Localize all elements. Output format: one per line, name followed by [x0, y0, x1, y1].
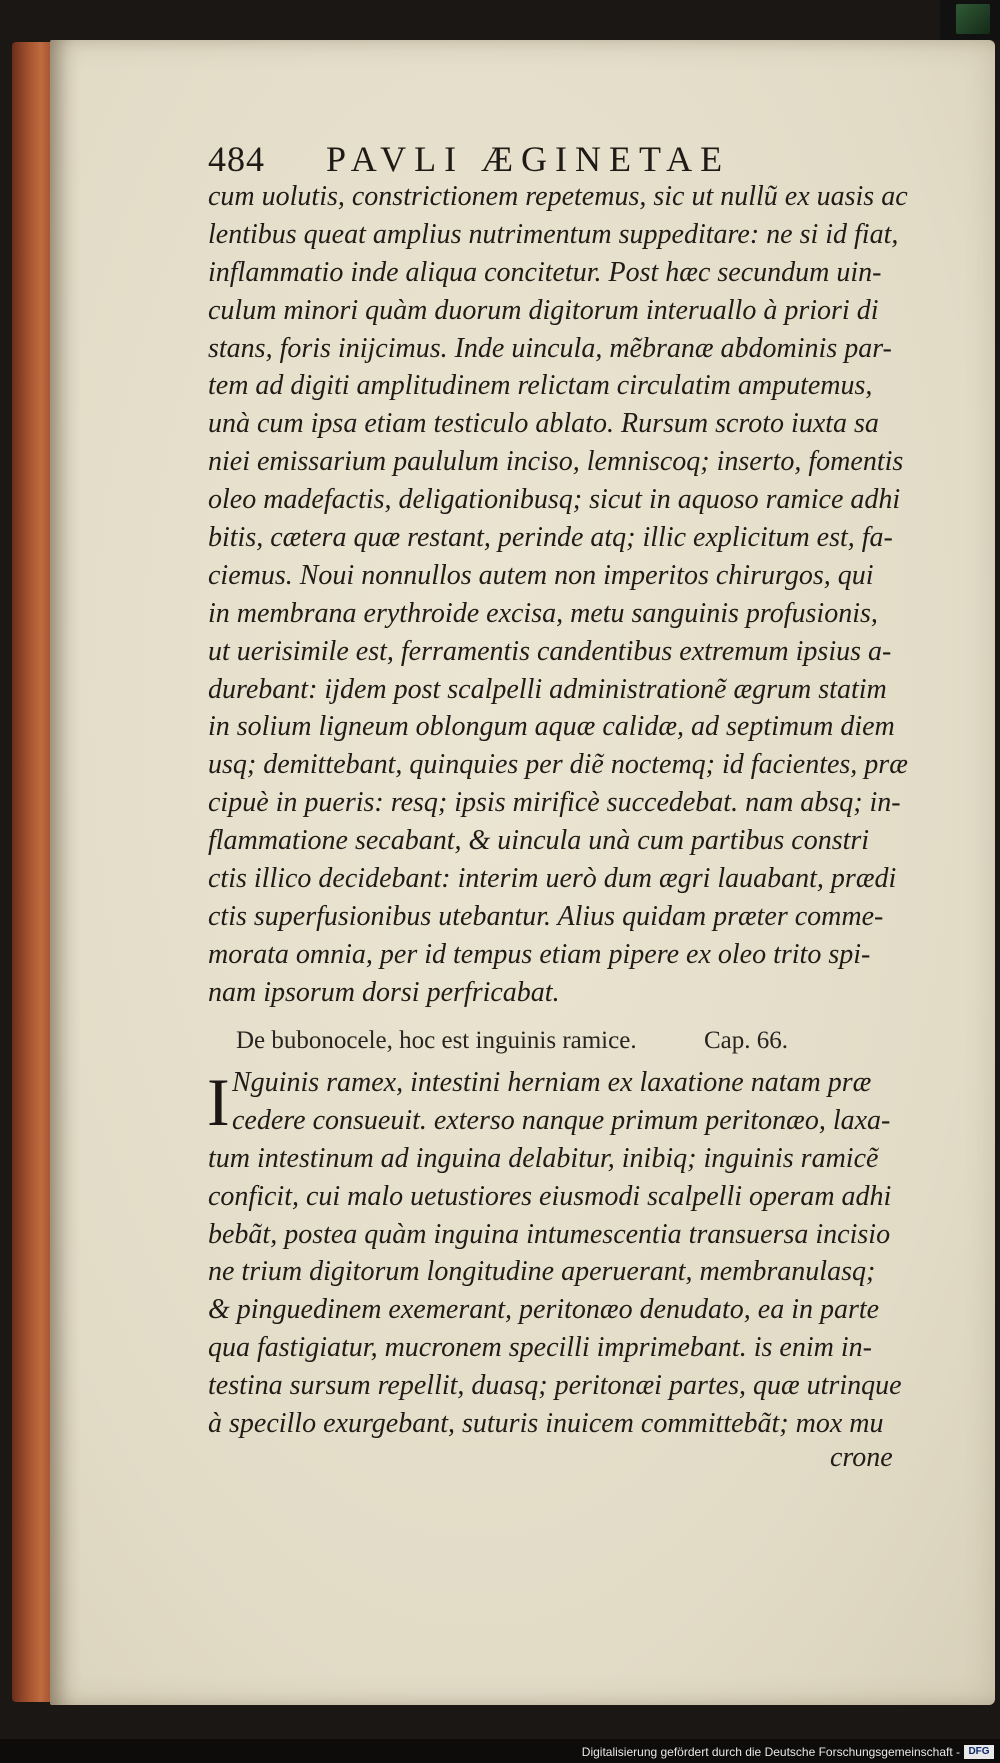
text-line: inflammatio inde aliqua concitetur. Post hæc secundum uin-: [208, 256, 882, 288]
text-line: bebãt, postea quàm inguina intumescentia transuersa incisio: [208, 1218, 891, 1250]
text-line: culum minori quàm duorum digitorum interuallo à priori di: [208, 294, 879, 326]
text-line: in solium ligneum oblongum aquæ calidæ, ad septimum diem: [208, 711, 895, 743]
text-line: ctis superfusionibus utebantur. Alius quidam præter comme-: [208, 900, 884, 932]
text-line: lentibus queat amplius nutrimentum suppeditare: ne si id fiat,: [208, 218, 899, 250]
funding-credit: Digitalisierung gefördert durch die Deutsche Forschungsgemeinschaft -: [581, 1745, 960, 1759]
text-line: Nguinis ramex, intestini herniam ex laxatione natam præ: [232, 1067, 872, 1098]
text-line: tem ad digiti amplitudinem relictam circulatim amputemus,: [208, 370, 873, 402]
text-line: ciemus. Noui nonnullos autem non imperitos chirurgos, qui: [208, 559, 874, 591]
text-line: stans, foris inijcimus. Inde uincula, mẽbranæ abdominis par-: [208, 332, 892, 364]
text-line: nam ipsorum dorsi perfricabat.: [208, 976, 560, 1008]
color-calibration-chip: [956, 4, 990, 34]
text-line: flammatione secabant, & uincula unà cum partibus constri: [208, 825, 870, 857]
text-line: ut uerisimile est, ferramentis candentibus extremum ipsius a-: [208, 635, 892, 667]
text-line: morata omnia, per id tempus etiam pipere ex oleo trito spi-: [208, 938, 871, 970]
text-line: cipuè in pueris: resq; ipsis mirificè succedebat. nam absq; in-: [208, 787, 901, 819]
body-text: [208, 178, 918, 1012]
catchword: crone: [830, 1442, 893, 1473]
text-line: cum uolutis, constrictionem repetemus, sic ut nullũ ex uasis ac: [208, 181, 908, 212]
text-line: unà cum ipsa etiam testiculo ablato. Rursum scroto iuxta sa: [208, 408, 879, 440]
text-line: testina sursum repellit, duasq; peritonæi partes, quæ utrinque: [208, 1370, 902, 1402]
dfg-logo: DFG: [964, 1745, 994, 1759]
text-line: à specillo exurgebant, suturis inuicem committebãt; mox mu: [208, 1408, 884, 1440]
text-line: niei emissarium paululum inciso, lemniscoq; inserto, fomentis: [208, 446, 904, 478]
text-line: tum intestinum ad inguina delabitur, inibiq; inguinis ramicẽ: [208, 1142, 879, 1174]
page-header: [208, 138, 808, 178]
text-line: in membrana erythroide excisa, metu sanguinis profusionis,: [208, 597, 878, 629]
footer-bar: [0, 1739, 1000, 1763]
text-line: bitis, cætera quæ restant, perinde atq; illic explicitum est, fa-: [208, 522, 893, 554]
text-line: qua fastigiatur, mucronem specilli imprimebant. is enim in-: [208, 1332, 872, 1364]
text-line: oleo madefactis, deligationibusq; sicut in aquoso ramice adhi: [208, 484, 901, 516]
text-line: usq; demittebant, quinquies per diẽ noctemq; id facientes, præ: [208, 749, 908, 781]
text-line: durebant: ijdem post scalpelli administrationẽ ægrum statim: [208, 673, 887, 705]
text-line: conficit, cui malo uetustiores eiusmodi scalpelli operam adhi: [208, 1180, 892, 1212]
page-number: 484: [208, 139, 265, 179]
running-head: PAVLI ÆGINETAE: [326, 139, 731, 179]
drop-cap-initial: I: [207, 1064, 230, 1140]
chapter-number: Cap. 66.: [704, 1027, 789, 1054]
text-line: cedere consueuit. exterso nanque primum peritonæo, laxa-: [232, 1104, 891, 1136]
text-line: ctis illico decidebant: interim uerò dum ægri lauabant, prædi: [208, 863, 897, 895]
chapter-text: [208, 1064, 918, 1443]
text-line: ne trium digitorum longitudine aperuerant, membranulasq;: [208, 1256, 876, 1288]
scan-corner: [940, 0, 1000, 40]
text-line: & pinguedinem exemerant, peritonæo denudato, ea in parte: [208, 1294, 880, 1326]
chapter-title: De bubonocele, hoc est inguinis ramice.: [236, 1027, 637, 1054]
